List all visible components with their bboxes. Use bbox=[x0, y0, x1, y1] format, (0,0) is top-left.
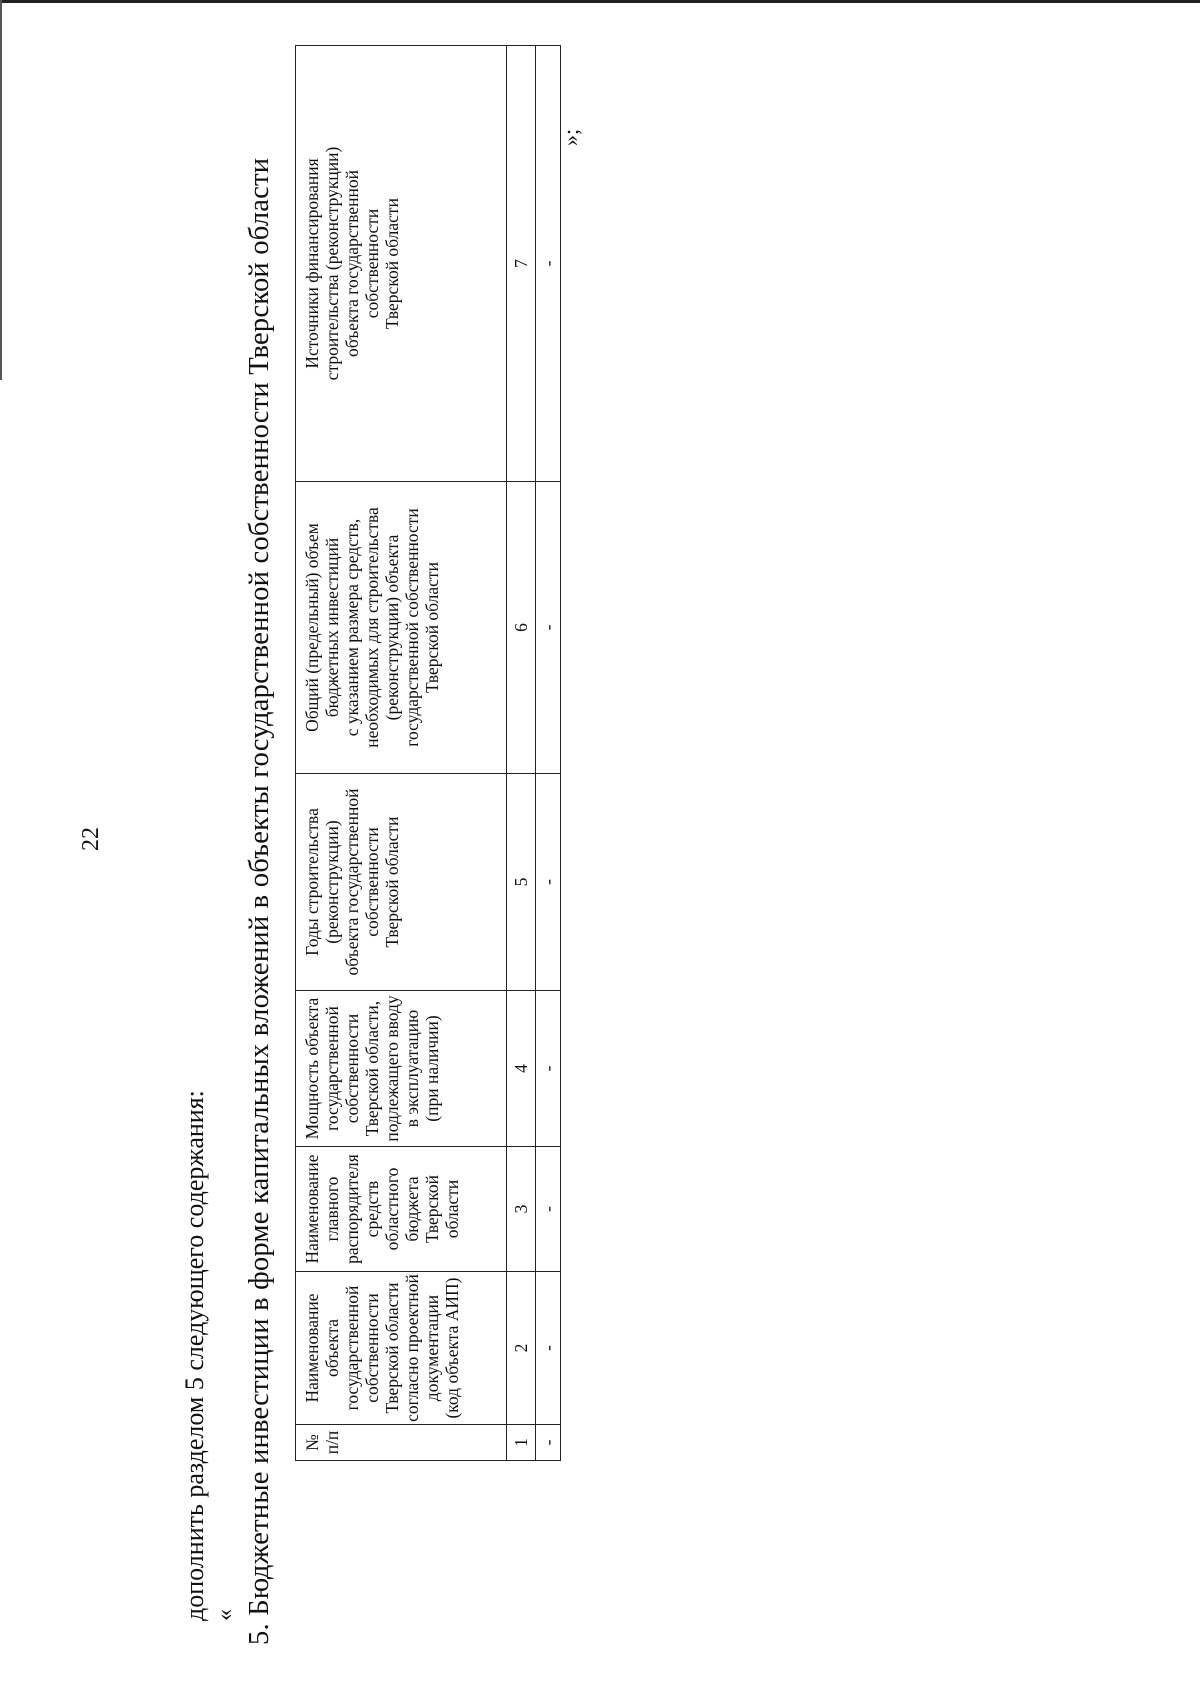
column-number-cell: 7 bbox=[507, 46, 536, 482]
table-cell: - bbox=[536, 1147, 561, 1272]
table-cell: - bbox=[536, 1425, 561, 1461]
column-number-cell: 5 bbox=[507, 774, 536, 991]
table-cell: - bbox=[536, 774, 561, 991]
table-cell: - bbox=[536, 991, 561, 1147]
page-number: 22 bbox=[78, 827, 104, 851]
column-number-cell: 4 bbox=[507, 991, 536, 1147]
column-number-cell: 1 bbox=[507, 1425, 536, 1461]
header-cell-capacity: Мощность объекта государственной собственности Тверской области, подлежащего вводу в эксплуатацию (при наличии) bbox=[296, 991, 507, 1147]
table-header-row bbox=[296, 46, 507, 1461]
closing-quote: »; bbox=[558, 128, 583, 146]
open-quote: « bbox=[212, 1609, 238, 1621]
header-cell-object-name: Наименование объекта государственной собственности Тверской области согласно проектной документации (код объекта АИП) bbox=[296, 1272, 507, 1425]
table-cell: - bbox=[536, 482, 561, 774]
table-cell: - bbox=[536, 1272, 561, 1425]
header-cell-investment-volume: Общий (предельный) объем бюджетных инвестиций с указанием размера средств, необходимых для строительства (реконструкции) объекта государственной собственности Тверской области bbox=[296, 482, 507, 774]
header-cell-funding-sources: Источники финансирования строительства (реконструкции) объекта государственной собственности Тверской области bbox=[296, 46, 507, 482]
column-number-cell: 2 bbox=[507, 1272, 536, 1425]
table-row bbox=[536, 46, 561, 1461]
intro-text: дополнить разделом 5 следующего содержания: bbox=[180, 1090, 209, 1621]
table-column-number-row bbox=[507, 46, 536, 1461]
header-cell-number: № п/п bbox=[296, 1425, 507, 1461]
column-number-cell: 6 bbox=[507, 482, 536, 774]
investment-table bbox=[295, 45, 561, 1461]
column-number-cell: 3 bbox=[507, 1147, 536, 1272]
section-title: 5. Бюджетные инвестиции в форме капитальных вложений в объекты государственной собственности Тверской области bbox=[244, 157, 275, 1645]
table-cell: - bbox=[536, 46, 561, 482]
header-cell-construction-years: Годы строительства (реконструкции) объекта государственной собственности Тверской области bbox=[296, 774, 507, 991]
header-cell-main-manager: Наименование главного распорядителя средств областного бюджета Тверской области bbox=[296, 1147, 507, 1272]
